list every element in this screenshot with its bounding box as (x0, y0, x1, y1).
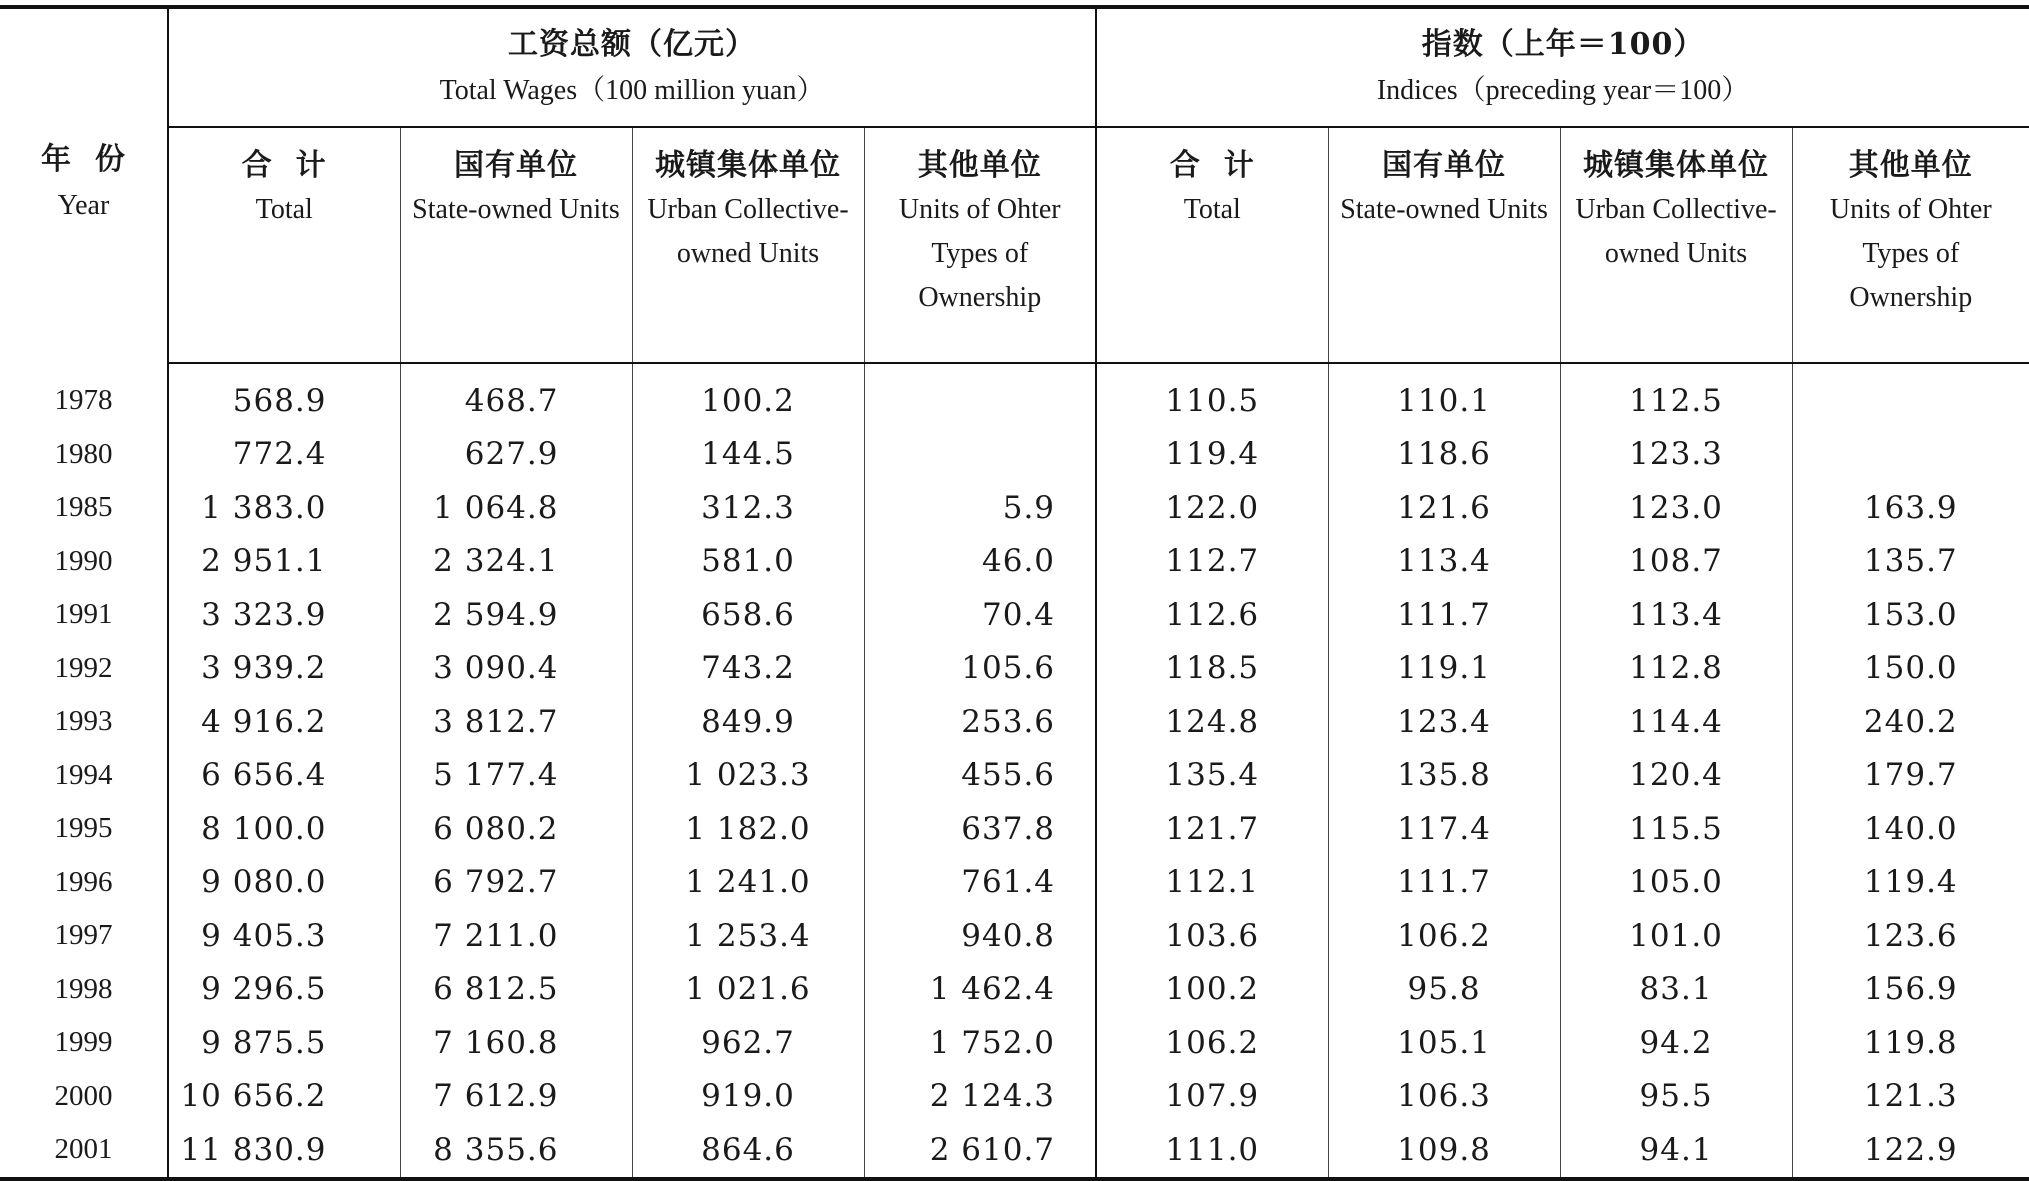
index-urban-collective-cell: 114.4 (1560, 695, 1792, 749)
wages-other-types-cell (864, 428, 1096, 482)
index-state-owned-cell: 111.7 (1328, 588, 1560, 642)
index-total-cell: 107.9 (1096, 1070, 1328, 1124)
wages-state-owned-cell: 1 064.8 (400, 481, 632, 535)
wages-total-cell: 3 939.2 (168, 642, 400, 696)
index-total-cell: 121.7 (1096, 802, 1328, 856)
index-state-owned-cell: 109.8 (1328, 1123, 1560, 1179)
index-urban-collective-header (1560, 127, 1792, 363)
index-urban-collective-header-en: Urban Collective-owned Units (1575, 194, 1777, 269)
wages-state-owned-cell: 6 080.2 (400, 802, 632, 856)
wages-urban-collective-header-cn: 城镇集体单位 (655, 148, 841, 183)
index-state-owned-cell: 95.8 (1328, 963, 1560, 1017)
wages-other-types-cell: 46.0 (864, 535, 1096, 589)
index-other-types-cell: 135.7 (1863, 543, 1958, 580)
index-total-cell: 135.4 (1096, 749, 1328, 803)
index-other-types-cell: 150.0 (1863, 650, 1958, 687)
wages-other-types-cell (864, 363, 1096, 428)
index-total-header (1096, 127, 1328, 363)
wages-urban-collective-cell: 144.5 (632, 428, 864, 482)
wages-total-cell: 568.9 (168, 363, 400, 428)
wages-urban-collective-cell: 100.2 (632, 363, 864, 428)
indices-group-cn: 指数（上年＝100） (1421, 26, 1705, 62)
table-row (0, 1070, 2029, 1124)
year-cell: 1980 (0, 428, 168, 482)
wages-state-owned-cell: 7 612.9 (400, 1070, 632, 1124)
index-urban-collective-cell: 101.0 (1560, 909, 1792, 963)
index-other-types-cell: 122.9 (1863, 1131, 1958, 1168)
index-urban-collective-cell: 113.4 (1560, 588, 1792, 642)
wages-total-cell: 2 951.1 (168, 535, 400, 589)
wages-other-types-cell: 2 610.7 (864, 1123, 1096, 1179)
index-total-header-en: Total (1183, 194, 1241, 225)
wages-total-cell: 11 830.9 (168, 1123, 400, 1179)
year-cell: 1999 (0, 1016, 168, 1070)
wages-urban-collective-cell: 312.3 (632, 481, 864, 535)
wages-urban-collective-cell: 1 023.3 (632, 749, 864, 803)
index-state-owned-cell: 111.7 (1328, 856, 1560, 910)
table-row (0, 1016, 2029, 1070)
year-cell: 1990 (0, 535, 168, 589)
year-cell: 1993 (0, 695, 168, 749)
index-urban-collective-cell: 94.1 (1560, 1123, 1792, 1179)
wages-state-owned-cell: 5 177.4 (400, 749, 632, 803)
index-other-types-cell (1792, 363, 2029, 428)
wages-other-types-cell: 253.6 (864, 695, 1096, 749)
index-total-cell: 111.0 (1096, 1123, 1328, 1179)
index-other-types-cell: 179.7 (1863, 757, 1958, 794)
index-total-cell: 118.5 (1096, 642, 1328, 696)
index-total-cell: 103.6 (1096, 909, 1328, 963)
year-cell: 1992 (0, 642, 168, 696)
wages-other-types-cell: 940.8 (864, 909, 1096, 963)
wages-other-types-header-cn: 其他单位 (917, 148, 1042, 183)
index-urban-collective-cell: 105.0 (1560, 856, 1792, 910)
table-row (0, 856, 2029, 910)
wages-total-header-cn: 合 计 (241, 148, 327, 183)
wages-state-owned-header-en: State-owned Units (412, 194, 620, 225)
index-other-types-cell (1792, 428, 2029, 482)
table-row (0, 481, 2029, 535)
wages-urban-collective-header (632, 127, 864, 363)
index-urban-collective-cell: 112.8 (1560, 642, 1792, 696)
wages-urban-collective-cell: 864.6 (632, 1123, 864, 1179)
index-other-types-cell: 163.9 (1863, 489, 1958, 526)
total-wages-table (0, 5, 2029, 1181)
index-total-cell: 119.4 (1096, 428, 1328, 482)
wages-state-owned-cell: 7 211.0 (400, 909, 632, 963)
index-urban-collective-cell: 112.5 (1560, 363, 1792, 428)
index-state-owned-cell: 110.1 (1328, 363, 1560, 428)
wages-total-cell: 9 405.3 (168, 909, 400, 963)
indices-group-en: Indices（preceding year＝100） (1376, 74, 1750, 106)
wages-urban-collective-cell: 743.2 (632, 642, 864, 696)
table-row (0, 1123, 2029, 1179)
wages-urban-collective-header-en: Urban Collective-owned Units (647, 194, 849, 269)
index-other-types-cell: 140.0 (1863, 810, 1958, 847)
index-other-types-cell: 123.6 (1863, 917, 1958, 954)
index-state-owned-cell: 105.1 (1328, 1016, 1560, 1070)
year-header-cn: 年 份 (41, 142, 126, 177)
index-state-owned-cell: 119.1 (1328, 642, 1560, 696)
year-column-header (0, 7, 168, 363)
index-urban-collective-cell: 83.1 (1560, 963, 1792, 1017)
wages-urban-collective-cell: 849.9 (632, 695, 864, 749)
wages-state-owned-cell: 8 355.6 (400, 1123, 632, 1179)
index-state-owned-cell: 106.3 (1328, 1070, 1560, 1124)
index-state-owned-cell: 121.6 (1328, 481, 1560, 535)
index-state-owned-cell: 123.4 (1328, 695, 1560, 749)
table-row (0, 802, 2029, 856)
wages-total-cell: 9 875.5 (168, 1016, 400, 1070)
index-total-header-cn: 合 计 (1169, 148, 1255, 183)
index-urban-collective-cell: 95.5 (1560, 1070, 1792, 1124)
index-other-types-cell: 240.2 (1863, 703, 1958, 740)
year-cell: 1991 (0, 588, 168, 642)
index-state-owned-cell: 113.4 (1328, 535, 1560, 589)
wages-state-owned-cell: 2 324.1 (400, 535, 632, 589)
year-cell: 2000 (0, 1070, 168, 1124)
wages-urban-collective-cell: 962.7 (632, 1016, 864, 1070)
wages-other-types-cell: 5.9 (864, 481, 1096, 535)
table-row (0, 588, 2029, 642)
wages-urban-collective-cell: 919.0 (632, 1070, 864, 1124)
year-cell: 1998 (0, 963, 168, 1017)
year-cell: 1995 (0, 802, 168, 856)
index-total-cell: 112.1 (1096, 856, 1328, 910)
index-urban-collective-header-cn: 城镇集体单位 (1583, 148, 1770, 183)
wages-state-owned-header-cn: 国有单位 (454, 148, 578, 183)
wages-other-types-cell: 637.8 (864, 802, 1096, 856)
index-state-owned-header (1328, 127, 1560, 363)
wages-other-types-cell: 455.6 (864, 749, 1096, 803)
wages-total-cell: 10 656.2 (168, 1070, 400, 1124)
wages-other-types-cell: 1 462.4 (864, 963, 1096, 1017)
wages-total-cell: 9 296.5 (168, 963, 400, 1017)
year-cell: 1994 (0, 749, 168, 803)
index-state-owned-header-en: State-owned Units (1340, 194, 1548, 225)
index-other-types-header-en: Units of Ohter Types of Ownership (1829, 194, 1992, 313)
wages-state-owned-cell: 627.9 (400, 428, 632, 482)
wages-total-header-en: Total (255, 194, 313, 225)
wages-total-cell: 1 383.0 (168, 481, 400, 535)
year-cell: 1996 (0, 856, 168, 910)
table-row (0, 695, 2029, 749)
index-urban-collective-cell: 94.2 (1560, 1016, 1792, 1070)
wages-other-types-cell: 2 124.3 (864, 1070, 1096, 1124)
wages-other-types-header-en: Units of Ohter Types of Ownership (898, 194, 1061, 313)
year-cell: 1978 (0, 363, 168, 428)
table-row (0, 909, 2029, 963)
wages-state-owned-cell: 6 792.7 (400, 856, 632, 910)
year-cell: 2001 (0, 1123, 168, 1179)
table-row (0, 642, 2029, 696)
year-header-en: Year (57, 190, 110, 221)
indices-group-header (1096, 7, 2029, 127)
table-row (0, 428, 2029, 482)
index-urban-collective-cell: 123.3 (1560, 428, 1792, 482)
wages-urban-collective-cell: 1 241.0 (632, 856, 864, 910)
year-cell: 1997 (0, 909, 168, 963)
index-state-owned-cell: 135.8 (1328, 749, 1560, 803)
wages-state-owned-cell: 3 090.4 (400, 642, 632, 696)
index-state-owned-cell: 117.4 (1328, 802, 1560, 856)
wages-total-cell: 6 656.4 (168, 749, 400, 803)
index-state-owned-header-cn: 国有单位 (1382, 148, 1507, 183)
wages-total-cell: 4 916.2 (168, 695, 400, 749)
table-row (0, 363, 2029, 428)
wages-urban-collective-cell: 1 021.6 (632, 963, 864, 1017)
wages-state-owned-cell: 6 812.5 (400, 963, 632, 1017)
index-other-types-cell: 121.3 (1863, 1078, 1958, 1115)
index-urban-collective-cell: 108.7 (1560, 535, 1792, 589)
index-urban-collective-cell: 120.4 (1560, 749, 1792, 803)
wages-urban-collective-cell: 1 182.0 (632, 802, 864, 856)
wages-urban-collective-cell: 581.0 (632, 535, 864, 589)
wages-state-owned-cell: 468.7 (400, 363, 632, 428)
wages-state-owned-header (400, 127, 632, 363)
index-state-owned-cell: 106.2 (1328, 909, 1560, 963)
index-urban-collective-cell: 123.0 (1560, 481, 1792, 535)
index-total-cell: 124.8 (1096, 695, 1328, 749)
total-wages-group-header (168, 7, 1096, 127)
index-urban-collective-cell: 115.5 (1560, 802, 1792, 856)
index-state-owned-cell: 118.6 (1328, 428, 1560, 482)
wages-other-types-cell: 761.4 (864, 856, 1096, 910)
index-other-types-cell: 119.4 (1863, 864, 1958, 901)
wages-other-types-cell: 105.6 (864, 642, 1096, 696)
total-wages-group-cn: 工资总额（亿元） (508, 26, 757, 62)
wages-total-cell: 772.4 (168, 428, 400, 482)
index-other-types-cell: 153.0 (1863, 596, 1958, 633)
total-wages-group-en: Total Wages（100 million yuan） (439, 74, 825, 106)
index-total-cell: 112.7 (1096, 535, 1328, 589)
index-total-cell: 106.2 (1096, 1016, 1328, 1070)
table-row (0, 749, 2029, 803)
table-row (0, 535, 2029, 589)
wages-total-cell: 3 323.9 (168, 588, 400, 642)
table-body (0, 363, 2029, 1179)
table-row (0, 963, 2029, 1017)
index-other-types-header-cn: 其他单位 (1848, 148, 1973, 183)
wages-state-owned-cell: 2 594.9 (400, 588, 632, 642)
year-cell: 1985 (0, 481, 168, 535)
wages-total-header (168, 127, 400, 363)
index-total-cell: 122.0 (1096, 481, 1328, 535)
index-total-cell: 100.2 (1096, 963, 1328, 1017)
wages-urban-collective-cell: 1 253.4 (632, 909, 864, 963)
index-total-cell: 112.6 (1096, 588, 1328, 642)
index-other-types-header (1792, 127, 2029, 363)
wages-urban-collective-cell: 658.6 (632, 588, 864, 642)
wages-total-cell: 8 100.0 (168, 802, 400, 856)
index-other-types-cell: 156.9 (1863, 971, 1958, 1008)
wages-total-cell: 9 080.0 (168, 856, 400, 910)
wages-other-types-cell: 1 752.0 (864, 1016, 1096, 1070)
index-total-cell: 110.5 (1096, 363, 1328, 428)
index-other-types-cell: 119.8 (1863, 1024, 1958, 1061)
wages-other-types-cell: 70.4 (864, 588, 1096, 642)
wages-state-owned-cell: 7 160.8 (400, 1016, 632, 1070)
wages-other-types-header (864, 127, 1096, 363)
wages-state-owned-cell: 3 812.7 (400, 695, 632, 749)
